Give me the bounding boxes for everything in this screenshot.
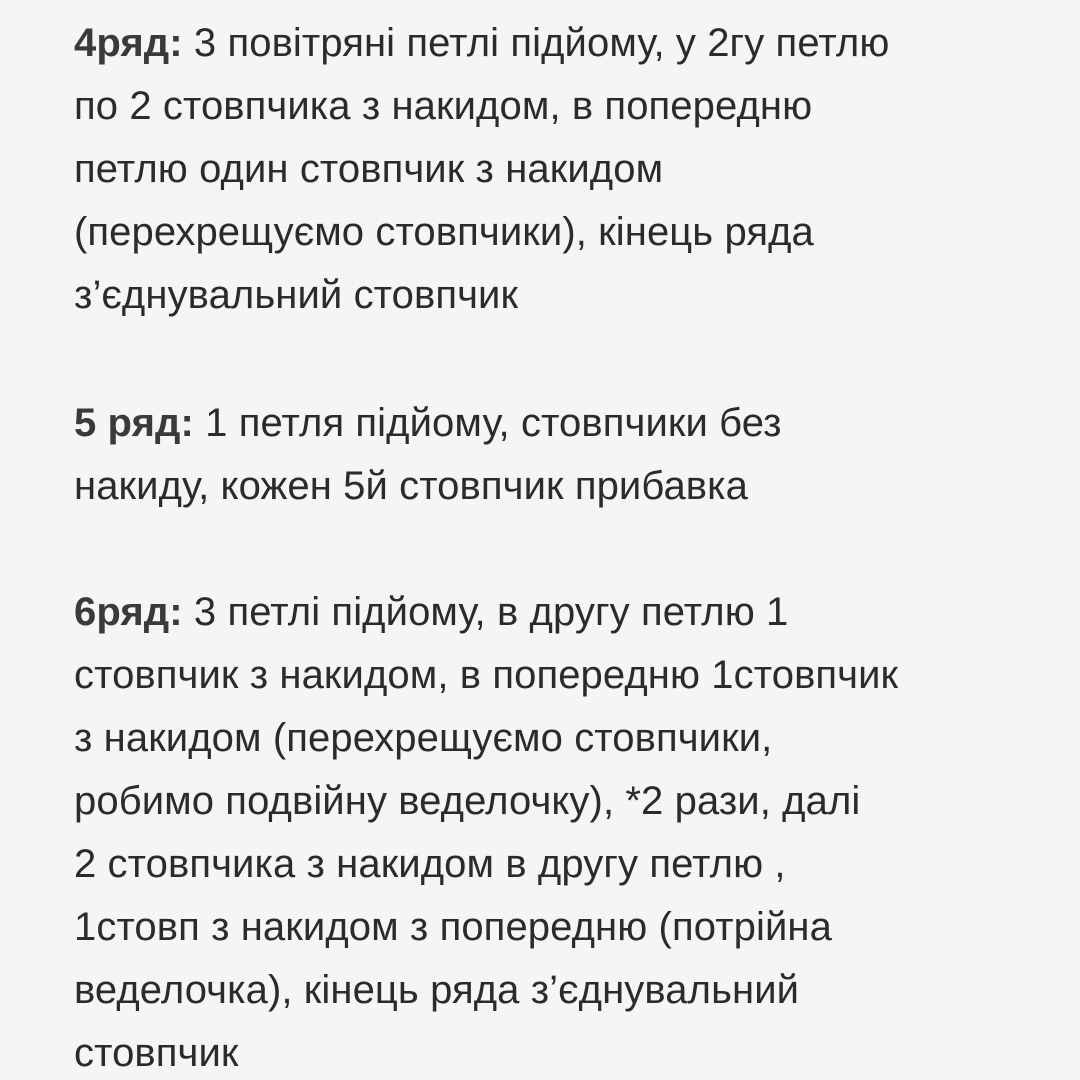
text-line: веделочка), кінець ряда з’єднувальний [74,968,800,1012]
text-line: (перехрещуємо стовпчики), кінець ряда [74,210,814,254]
row-4-label: 4ряд: [74,21,183,65]
text-line: стовпчик [74,1031,239,1075]
row-4-text: 3 повітряні петлі підйому, у 2гу петлю [182,21,890,65]
text-line: накиду, кожен 5й стовпчик прибавка [74,464,748,508]
row-5-text: 1 петля підйому, стовпчики без [193,401,782,445]
row-4-instructions [74,12,1034,327]
text-line: робимо подвійну веделочку), *2 рази, далі [74,779,861,823]
text-line: 1стовп з накидом з попередню (потрійна [74,905,832,949]
text-line [74,392,1034,455]
text-line [74,581,1034,644]
row-6-instructions [74,581,1034,1080]
row-6-label: 6ряд: [74,590,183,634]
text-line: з’єднувальний стовпчик [74,273,519,317]
text-line: по 2 стовпчика з накидом, в попередню [74,84,813,128]
row-6-text: 3 петлі підйому, в другу петлю 1 [182,590,789,634]
text-line [74,12,1034,75]
row-5-label: 5 ряд: [74,401,194,445]
text-line: петлю один стовпчик з накидом [74,147,664,191]
row-5-instructions [74,392,1034,518]
text-line: стовпчик з накидом, в попередню 1стовпчик [74,653,899,697]
text-line: з накидом (перехрещуємо стовпчики, [74,716,773,760]
text-line: 2 стовпчика з накидом в другу петлю , [74,842,786,886]
